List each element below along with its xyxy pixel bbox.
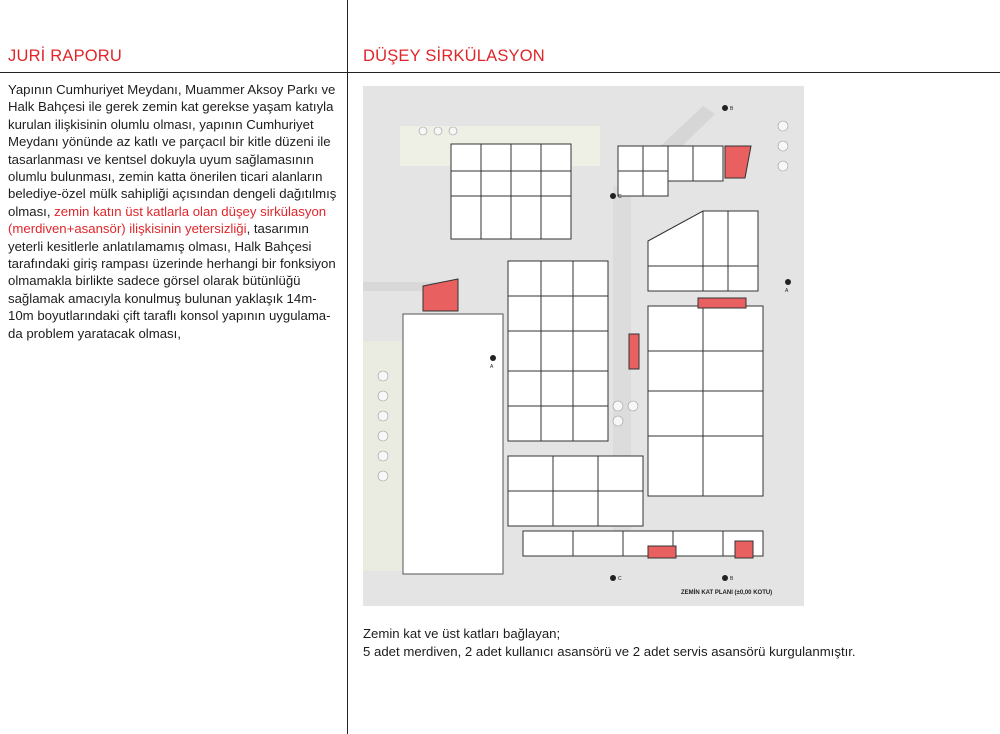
section-mark-a-right: A (785, 288, 789, 294)
plan-elevator-center (629, 334, 639, 369)
vertical-circulation-heading: DÜŞEY SİRKÜLASYON (363, 47, 545, 65)
right-heading-rule (348, 72, 1000, 73)
plan-block-hall (648, 306, 763, 496)
plan-stair-lower-right (735, 541, 753, 558)
plan-white-block (403, 314, 503, 574)
plan-block-center-left (508, 261, 608, 441)
plan-block-upper-left (451, 144, 571, 239)
column-divider (347, 0, 348, 734)
ground-floor-plan-drawing (363, 86, 804, 606)
left-heading-rule (0, 72, 347, 73)
plan-title: ZEMİN KAT PLANI (±0,00 KOTU) (681, 590, 773, 596)
report-text-part2: , tasarımın yeterli kesitlerle anlatılamamış olması, Halk Bahçesi tarafındaki giriş rampası üzerinde herhangi bir fonksiyon olmamakla birlikte sadece görsel olarak bütünlüğü sağlamak amacıyla konulmuş bulunan yaklaşık 14m-10m boyutlarındaki çift taraflı konsol yapının uygulama-da problem yaratacak olması, (8, 221, 336, 341)
caption-line-2: 5 adet merdiven, 2 adet kullanıcı asansörü ve 2 adet servis asansörü kurgulanmıştır. (363, 644, 856, 659)
section-mark-b-top: B (730, 106, 734, 112)
section-mark-a-left: A (490, 364, 494, 370)
ground-floor-plan (363, 86, 804, 606)
caption-line-1: Zemin kat ve üst katları bağlayan; (363, 626, 561, 641)
plan-caption (363, 625, 856, 661)
section-mark-c-bottom: C (618, 576, 622, 582)
plan-stair-lower-center (648, 546, 676, 558)
report-text-part1: Yapının Cumhuriyet Meydanı, Muammer Aksoy Parkı ve Halk Bahçesi ile gerek zemin kat gerekse yaşam katıyla kurulan ilişkisinin olumlu olması, yapının Cumhuriyet Meydanı yönünde az katlı ve parçacıl bir kitle düzeni ile tasarlanması ve kentsel dokuyla uyum sağlamasının olumlu bulunması, zemin katta önerilen ticari alanların belediye-özel mülk sahipliği açısından dengeli dağıtılmış olması, (8, 82, 337, 219)
plan-elevator-right (698, 298, 746, 308)
jury-report-text (8, 81, 338, 342)
section-mark-b-bottom: B (730, 576, 734, 582)
jury-report-heading: JURİ RAPORU (8, 47, 123, 65)
section-mark-c-top: C (618, 194, 622, 200)
report-text-highlight: zemin katın üst katlarla olan düşey sirkülasyon (merdiven+asansör) ilişkisinin yetersizliği (8, 203, 327, 237)
